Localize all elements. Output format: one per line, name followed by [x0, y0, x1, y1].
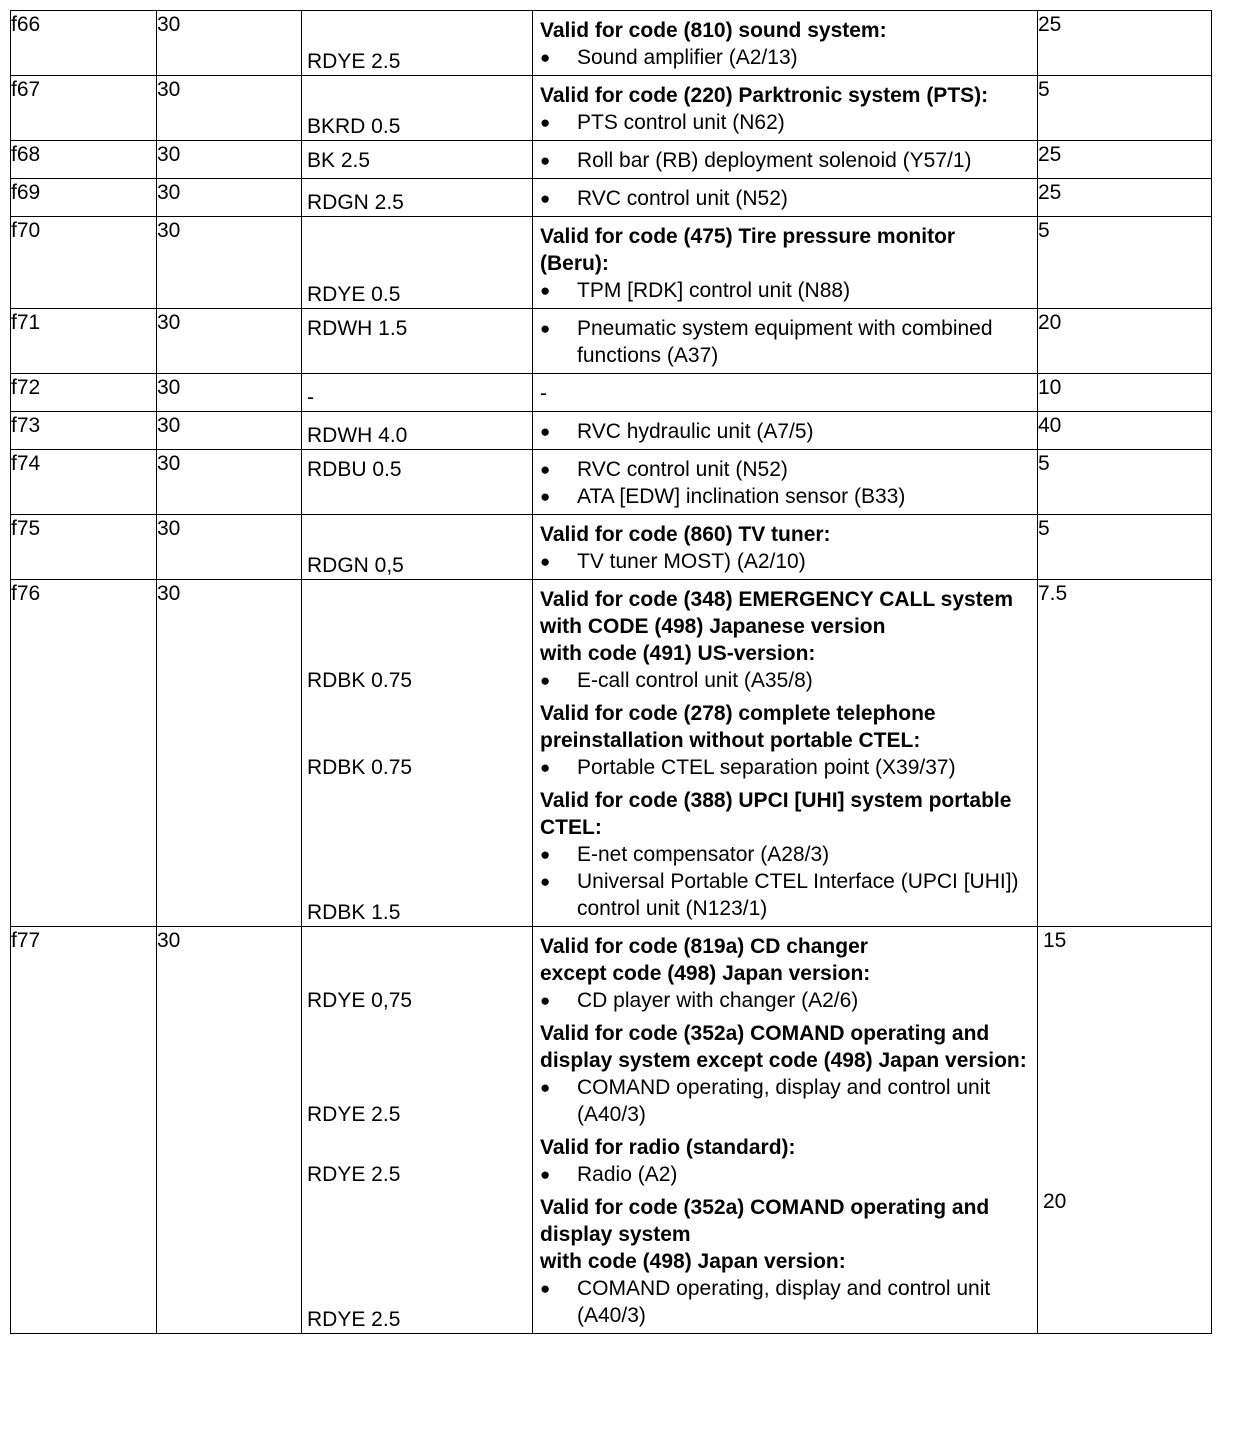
wire-cell [302, 515, 533, 580]
ampere-rating: 25 [1038, 179, 1212, 217]
component-item: ● Radio (A2) [540, 1161, 1029, 1188]
ampere-rating: 5 [1038, 450, 1212, 515]
terminal: 30 [157, 179, 302, 217]
terminal: 30 [157, 374, 302, 412]
function-cell [533, 927, 1038, 1334]
table-row [11, 179, 1212, 217]
ampere-rating: 40 [1038, 412, 1212, 450]
validity-header: Valid for code (220) Parktronic system (PTS): [540, 84, 989, 107]
component-list [540, 456, 1029, 510]
component-list [540, 1161, 1029, 1188]
function-cell [533, 217, 1038, 309]
function-segment [533, 927, 1037, 1014]
function-cell [533, 450, 1038, 515]
wire-color: RDWH 4.0 [307, 424, 408, 447]
function-segment [533, 76, 1037, 140]
wire-segment [302, 694, 532, 781]
wire-cell [302, 374, 533, 412]
function-segment [533, 217, 1037, 308]
terminal: 30 [157, 927, 302, 1334]
ampere-value [1038, 1014, 1211, 1128]
wire-segment [302, 374, 532, 411]
wire-segment [302, 11, 532, 75]
wire-color: RDBU 0.5 [307, 458, 402, 481]
component-item: ● Pneumatic system equipment with combined functions (A37) [540, 315, 1029, 369]
function-segment [533, 694, 1037, 781]
wire-segment [302, 412, 532, 449]
validity-header: except code (498) Japan version: [540, 962, 871, 985]
terminal: 30 [157, 217, 302, 309]
function-cell [533, 580, 1038, 927]
table-row [11, 11, 1212, 76]
wire-segment [302, 1128, 532, 1188]
component-item: ● COMAND operating, display and control unit (A40/3) [540, 1275, 1029, 1329]
component-list [540, 418, 1029, 445]
ampere-rating: 25 [1038, 141, 1212, 179]
function-cell [533, 515, 1038, 580]
table-row [11, 515, 1212, 580]
ampere-rating: 7.5 [1038, 580, 1212, 927]
wire-cell [302, 450, 533, 515]
wire-segment [302, 76, 532, 140]
fuse-number: f72 [11, 374, 157, 412]
wire-color: RDBK 1.5 [307, 901, 401, 924]
component-item: ● RVC hydraulic unit (A7/5) [540, 418, 1029, 445]
function-segment [533, 781, 1037, 926]
validity-header: with code (498) Japan version: [540, 1250, 846, 1273]
wire-color: RDYE 0.5 [307, 283, 401, 306]
wire-color: RDGN 0,5 [307, 554, 404, 577]
component-item: ● RVC control unit (N52) [540, 185, 1029, 212]
component-item: ● Universal Portable CTEL Interface (UPCI [UHI]) control unit (N123/1) [540, 868, 1029, 922]
fuse-number: f68 [11, 141, 157, 179]
component-item: ● Portable CTEL separation point (X39/37) [540, 754, 1029, 781]
validity-header: Valid for code (348) EMERGENCY CALL system [540, 588, 1014, 611]
function-segment [533, 450, 1037, 514]
function-segment [533, 1128, 1037, 1188]
component-item: ● TV tuner MOST) (A2/10) [540, 548, 1029, 575]
wire-cell [302, 11, 533, 76]
function-segment [533, 580, 1037, 694]
component-item: ● PTS control unit (N62) [540, 109, 1029, 136]
validity-header: Valid for code (475) Tire pressure monitor (Beru): [540, 225, 956, 275]
wire-color: RDYE 2.5 [307, 1103, 401, 1126]
table-row [11, 450, 1212, 515]
validity-header: Valid for radio (standard): [540, 1136, 796, 1159]
function-cell [533, 309, 1038, 374]
ampere-rating: 10 [1038, 374, 1212, 412]
wire-color: RDGN 2.5 [307, 191, 404, 214]
component-list [540, 548, 1029, 575]
fuse-number: f69 [11, 179, 157, 217]
wire-color: RDYE 2.5 [307, 50, 401, 73]
validity-header: with code (491) US-version: [540, 642, 816, 665]
wire-cell [302, 217, 533, 309]
ampere-value: 15 [1043, 929, 1067, 952]
fuse-number: f66 [11, 11, 157, 76]
component-list [540, 987, 1029, 1014]
wire-segment [302, 1014, 532, 1128]
component-list [540, 754, 1029, 781]
component-list [540, 841, 1029, 922]
component-list [540, 185, 1029, 212]
table-row [11, 412, 1212, 450]
table-row [11, 76, 1212, 141]
wire-segment [302, 927, 532, 1014]
validity-header: Valid for code (860) TV tuner: [540, 523, 831, 546]
terminal: 30 [157, 11, 302, 76]
function-segment [533, 1014, 1037, 1128]
ampere-rating: 25 [1038, 11, 1212, 76]
wire-color: RDYE 2.5 [307, 1308, 401, 1331]
component-item: ● Roll bar (RB) deployment solenoid (Y57/1) [540, 147, 1029, 174]
component-list [540, 277, 1029, 304]
function-cell [533, 412, 1038, 450]
wire-color: RDYE 0,75 [307, 989, 413, 1012]
wire-segment [302, 179, 532, 216]
component-item: ● Sound amplifier (A2/13) [540, 44, 1029, 71]
ampere-rating: 5 [1038, 217, 1212, 309]
function-cell [533, 141, 1038, 179]
wire-cell [302, 580, 533, 927]
ampere-rating [1038, 927, 1212, 1334]
ampere-rating: 20 [1038, 309, 1212, 374]
terminal: 30 [157, 141, 302, 179]
component-item: ● CD player with changer (A2/6) [540, 987, 1029, 1014]
wire-color: - [307, 386, 314, 409]
wire-color: BKRD 0.5 [307, 115, 401, 138]
wire-color: BK 2.5 [307, 149, 371, 172]
validity-header: Valid for code (352a) COMAND operating and display system except code (498) Japan version: [540, 1022, 1027, 1072]
ampere-value: 20 [1043, 1190, 1067, 1213]
wire-segment [302, 580, 532, 694]
function-segment [533, 309, 1037, 373]
function-segment [533, 515, 1037, 579]
component-list [540, 1074, 1029, 1128]
validity-header: with CODE (498) Japanese version [540, 615, 886, 638]
function-cell [533, 179, 1038, 217]
ampere-rating: 5 [1038, 515, 1212, 580]
wire-cell [302, 179, 533, 217]
wire-color: RDBK 0.75 [307, 669, 413, 692]
component-item: ● E-call control unit (A35/8) [540, 667, 1029, 694]
component-item: ● COMAND operating, display and control unit (A40/3) [540, 1074, 1029, 1128]
component-list [540, 667, 1029, 694]
table-row [11, 374, 1212, 412]
function-segment [533, 11, 1037, 75]
component-list [540, 315, 1029, 369]
function-cell [533, 374, 1038, 412]
fuse-number: f71 [11, 309, 157, 374]
ampere-rating: 5 [1038, 76, 1212, 141]
component-item: ● TPM [RDK] control unit (N88) [540, 277, 1029, 304]
fuse-number: f76 [11, 580, 157, 927]
terminal: 30 [157, 76, 302, 141]
terminal: 30 [157, 515, 302, 580]
wire-cell [302, 927, 533, 1334]
function-segment [533, 1188, 1037, 1333]
table-row [11, 927, 1212, 1334]
wire-color: RDYE 2.5 [307, 1163, 401, 1186]
fuse-assignment-table [10, 10, 1212, 1334]
component-item: ● ATA [EDW] inclination sensor (B33) [540, 483, 1029, 510]
wire-segment [302, 1188, 532, 1333]
wire-cell [302, 141, 533, 179]
component-item: ● E-net compensator (A28/3) [540, 841, 1029, 868]
component-list [540, 44, 1029, 71]
wire-segment [302, 309, 532, 373]
fuse-number: f75 [11, 515, 157, 580]
wire-color: RDBK 0.75 [307, 756, 413, 779]
wire-segment [302, 450, 532, 514]
wire-color: RDWH 1.5 [307, 317, 408, 340]
validity-header: Valid for code (810) sound system: [540, 19, 887, 42]
fuse-number: f74 [11, 450, 157, 515]
component-list [540, 109, 1029, 136]
fuse-number: f70 [11, 217, 157, 309]
wire-segment [302, 515, 532, 579]
table-row [11, 309, 1212, 374]
terminal: 30 [157, 580, 302, 927]
terminal: 30 [157, 450, 302, 515]
table-row [11, 217, 1212, 309]
validity-header: Valid for code (278) complete telephone preinstallation without portable CTEL: [540, 702, 936, 752]
wire-cell [302, 309, 533, 374]
component-list [540, 147, 1029, 174]
function-segment [533, 412, 1037, 449]
wire-segment [302, 217, 532, 308]
wire-cell [302, 76, 533, 141]
function-segment [533, 179, 1037, 216]
wire-cell [302, 412, 533, 450]
function-cell [533, 76, 1038, 141]
function-cell [533, 11, 1038, 76]
fuse-number: f77 [11, 927, 157, 1334]
terminal: 30 [157, 412, 302, 450]
validity-header: Valid for code (819a) CD changer [540, 935, 868, 958]
ampere-value [1038, 1128, 1211, 1188]
function-text: - [540, 382, 547, 405]
component-list [540, 1275, 1029, 1329]
wire-segment [302, 141, 532, 178]
wire-segment [302, 781, 532, 926]
terminal: 30 [157, 309, 302, 374]
function-segment [533, 374, 1037, 411]
validity-header: Valid for code (388) UPCI [UHI] system portable CTEL: [540, 789, 1012, 839]
function-segment [533, 141, 1037, 178]
fuse-number: f73 [11, 412, 157, 450]
component-item: ● RVC control unit (N52) [540, 456, 1029, 483]
fuse-number: f67 [11, 76, 157, 141]
validity-header: Valid for code (352a) COMAND operating and display system [540, 1196, 990, 1246]
table-row [11, 141, 1212, 179]
table-row [11, 580, 1212, 927]
